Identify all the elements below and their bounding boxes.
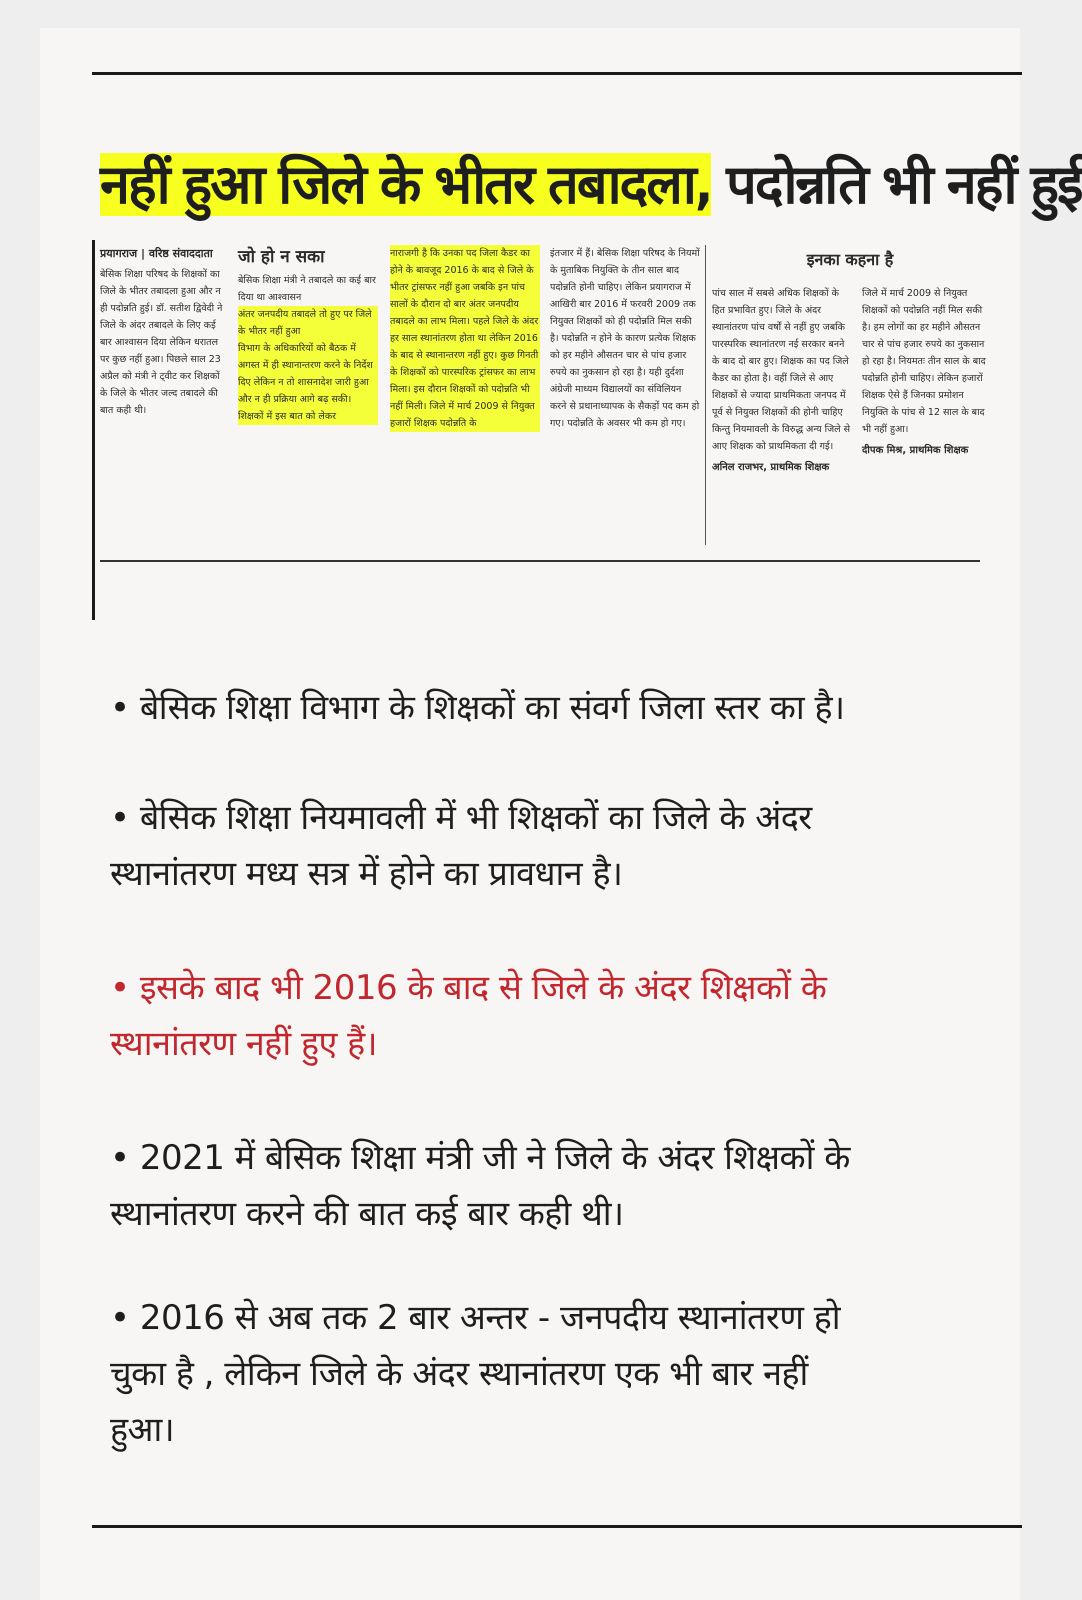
clip-col2-item: अंतर जनपदीय तबादले तो हुए पर जिले के भीतर नहीं हुआ bbox=[238, 306, 378, 340]
bullet-4-line-2: स्थानांतरण करने की बात कई बार कही थी। bbox=[110, 1194, 624, 1234]
clip-divider bbox=[705, 245, 706, 545]
clip-col4-text: इंतजार में हैं। बेसिक शिक्षा परिषद के नियमों के मुताबिक नियुक्ति के तीन साल बाद पदोन्नति होनी चाहिए। लेकिन प्रयागराज में आखिरी बार 2016 में फरवरी 2009 तक नियुक्त शिक्षकों को ही पदोन्नति मिल सकी है। पदोन्नति न होने के कारण प्रत्येक शिक्षक को हर महीने औसतन चार से पांच हजार रुपये का नुकसान हो रहा है। यही दुर्दशा अंग्रेजी माध्यम विद्यालयों का संविलियन करने से प्रधानाध्यापक के सैकड़ों पद कम हो गए। पदोन्नति के अवसर भी कम हो गए। bbox=[550, 248, 700, 429]
bullet-point-5 bbox=[110, 1290, 990, 1458]
clip-bottom-rule bbox=[100, 560, 980, 562]
clip-side-box bbox=[712, 245, 988, 545]
clip-quote-2 bbox=[862, 285, 988, 459]
bullet-5-line-3: हुआ। bbox=[110, 1410, 175, 1450]
clip-quote-2-text: जिले में मार्च 2009 से नियुक्त शिक्षकों को पदोन्नति नहीं मिल सकी है। हम लोगों का हर महीने औसतन चार से पांच हजार रुपये का नुकसान हो रहा है। नियमतः तीन साल के बाद पदोन्नति होनी चाहिए। लेकिन हजारों शिक्षक ऐसे हैं जिनका प्रमोशन नियुक्ति के पांच से 12 साल के बाद भी नहीं हुआ। bbox=[862, 288, 986, 435]
clip-column-1 bbox=[100, 245, 225, 545]
newspaper-headline bbox=[100, 140, 1082, 230]
bullet-point-2 bbox=[110, 790, 990, 902]
clip-byline: प्रयागराज | वरिष्ठ संवाददाता bbox=[100, 247, 213, 260]
clip-side-title: इनका कहना है bbox=[806, 250, 894, 269]
newspaper-clipping bbox=[100, 245, 990, 565]
bullet-3-line-2: स्थानांतरण नहीं हुए हैं। bbox=[110, 1024, 378, 1064]
clip-col2-text: विभाग के अधिकारियों को बैठक में अगस्त में ही स्थानान्तरण करने के निर्देश दिए लेकिन न तो शासनादेश जारी हुआ और न ही प्रक्रिया आगे बढ़ सकी। शिक्षकों में इस बात को लेकर bbox=[238, 340, 378, 425]
headline-rest: पदोन्नति भी नहीं हुई bbox=[711, 153, 1082, 216]
bullet-3-line-1: • इसके बाद भी 2016 के बाद से जिले के अंदर शिक्षकों के bbox=[110, 968, 827, 1008]
clip-subhead: जो हो न सका bbox=[238, 247, 325, 267]
bullet-5-line-2: चुका है , लेकिन जिले के अंदर स्थानांतरण एक भी बार नहीं bbox=[110, 1354, 808, 1394]
clip-col1-text: बेसिक शिक्षा परिषद के शिक्षकों का जिले के भीतर तबादला हुआ और न ही पदोन्नति हुई। डॉ. सतीश द्विवेदी ने जिले के अंदर तबादले के लिए कई बार आश्वासन दिया लेकिन धरातल पर कुछ नहीं हुआ। पिछले साल 23 अप्रैल को मंत्री ने ट्वीट कर शिक्षकों के जिले के भीतर जल्द तबादले की बात कही थी। bbox=[100, 269, 223, 416]
frame-left-rule bbox=[92, 240, 95, 620]
bullet-point-4 bbox=[110, 1130, 990, 1242]
bullet-1-text: • बेसिक शिक्षा विभाग के शिक्षकों का संवर्ग जिला स्तर का है। bbox=[110, 688, 845, 728]
bullet-4-line-1: • 2021 में बेसिक शिक्षा मंत्री जी ने जिले के अंदर शिक्षकों के bbox=[110, 1138, 850, 1178]
bullet-point-1 bbox=[110, 680, 990, 736]
clip-quote-1-signature: अनिल राजभर, प्राथमिक शिक्षक bbox=[712, 462, 830, 473]
clip-col2-item: बेसिक शिक्षा मंत्री ने तबादले का कई बार दिया था आश्वासन bbox=[238, 275, 376, 303]
clip-column-2 bbox=[238, 245, 378, 545]
clip-quote-1 bbox=[712, 285, 852, 476]
clip-column-4 bbox=[550, 245, 700, 545]
bullet-2-line-2: स्थानांतरण मध्य सत्र में होने का प्रावधान है। bbox=[110, 854, 623, 894]
clip-column-3 bbox=[390, 245, 540, 545]
bullet-point-3 bbox=[110, 960, 990, 1072]
clip-quote-1-text: पांच साल में सबसे अधिक शिक्षकों के हित प्रभावित हुए। जिले के अंदर स्थानांतरण पांच वर्षों से नहीं हुए जबकि पारस्परिक स्थानांतरण नई सरकार बनने के बाद दो बार हुए। शिक्षक का पद जिले कैडर का होता है। वहीं जिले से आए शिक्षकों से ज्यादा प्राथमिकता जनपद में पूर्व से नियुक्त शिक्षकों की होनी चाहिए किन्तु नियमावली के विरुद्ध अन्य जिले से आए शिक्षक को प्राथमिकता दी गई। bbox=[712, 288, 851, 452]
bullet-2-line-1: • बेसिक शिक्षा नियमावली में भी शिक्षकों का जिले के अंदर bbox=[110, 798, 812, 838]
bullet-5-line-1: • 2016 से अब तक 2 बार अन्तर - जनपदीय स्थानांतरण हो bbox=[110, 1298, 841, 1338]
headline-highlighted: नहीं हुआ जिले के भीतर तबादला, bbox=[100, 153, 712, 216]
clip-col3-text: नाराजगी है कि उनका पद जिला कैडर का होने के बावजूद 2016 के बाद से जिले के भीतर ट्रांसफर नहीं हुआ जबकि इन पांच सालों के दौरान दो बार अंतर जनपदीय तबादले का लाभ मिला। पहले जिले के अंदर हर साल स्थानांतरण होता था लेकिन 2016 के बाद से स्थानान्तरण नहीं हुए। कुछ गिनती के शिक्षकों को पारस्परिक ट्रांसफर का लाभ मिला। इस दौरान शिक्षकों को पदोन्नति भी नहीं मिली। जिले में मार्च 2009 से नियुक्त हजारों शिक्षक पदोन्नति के bbox=[390, 245, 540, 432]
clip-quote-2-signature: दीपक मिश्र, प्राथमिक शिक्षक bbox=[862, 445, 969, 456]
